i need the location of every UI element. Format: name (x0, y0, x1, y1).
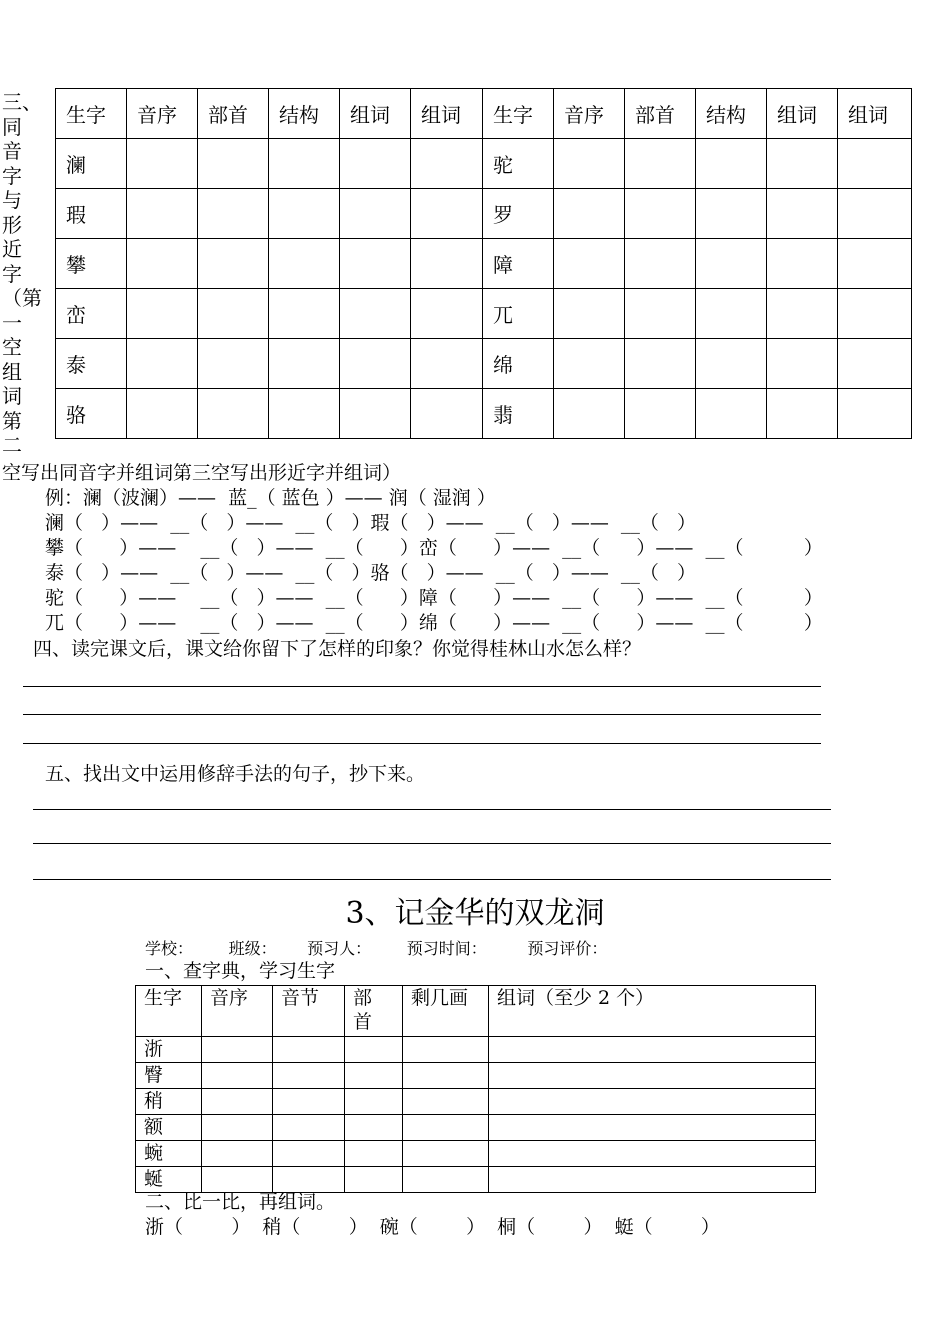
blank-cell[interactable] (127, 139, 198, 189)
character-cell: 骆 (56, 389, 127, 439)
blank-cell[interactable] (202, 1115, 273, 1141)
column-header: 音序 (202, 986, 273, 1037)
heading-char: 一 (2, 310, 22, 335)
section3-vertical-heading (2, 90, 44, 458)
column-header: 部首 (345, 986, 403, 1037)
blank-cell[interactable] (269, 389, 340, 439)
heading-char: 音 (2, 139, 22, 163)
lesson-title: 3、记金华的双龙洞 (345, 896, 605, 931)
blank-cell[interactable] (345, 1063, 403, 1089)
table-row (136, 1063, 816, 1089)
blank-cell[interactable] (273, 1167, 345, 1193)
blank-cell[interactable] (269, 239, 340, 289)
example-line: 例：澜（波澜）—— 蓝_（ 蓝色 ）—— 润（ 湿润 ） (45, 487, 496, 509)
column-header: 生字 (136, 986, 202, 1037)
part2-title: 二、比一比，再组词。 (145, 1191, 336, 1213)
table-row (56, 339, 912, 389)
blank-cell[interactable] (838, 189, 912, 239)
blank-cell[interactable] (411, 139, 483, 189)
character-table-1 (55, 88, 912, 439)
heading-char: 字 (2, 163, 22, 188)
blank-cell[interactable] (345, 1167, 403, 1193)
character-cell: 蜒 (136, 1167, 202, 1193)
heading-char: 词 (2, 384, 22, 408)
blank-cell[interactable] (489, 1115, 816, 1141)
blank-cell[interactable] (403, 1063, 489, 1089)
exercise-line: 攀（ ）—— __（ ）—— __（ ）峦（ ）—— __（ ）—— __（ ） (45, 537, 823, 559)
character-cell: 浙 (136, 1037, 202, 1063)
blank-cell[interactable] (127, 289, 198, 339)
heading-char: 第 (2, 408, 22, 433)
blank-cell[interactable] (838, 389, 912, 439)
character-cell: 稍 (136, 1089, 202, 1115)
answer-line (33, 809, 831, 810)
blank-cell[interactable] (127, 339, 198, 389)
character-cell: 攀 (56, 239, 127, 289)
character-cell: 峦 (56, 289, 127, 339)
character-cell: 驼 (483, 139, 554, 189)
blank-cell[interactable] (198, 339, 269, 389)
column-header: 生字 (56, 89, 127, 139)
blank-cell[interactable] (198, 239, 269, 289)
character-cell: 瑕 (56, 189, 127, 239)
blank-cell[interactable] (403, 1115, 489, 1141)
blank-cell[interactable] (198, 139, 269, 189)
blank-cell[interactable] (625, 339, 696, 389)
heading-char: （第 (2, 286, 42, 310)
blank-cell[interactable] (411, 289, 483, 339)
blank-cell[interactable] (340, 239, 411, 289)
blank-cell[interactable] (345, 1141, 403, 1167)
blank-cell[interactable] (198, 389, 269, 439)
column-header: 生字 (483, 89, 554, 139)
blank-cell[interactable] (696, 139, 767, 189)
heading-char: 近 (2, 237, 22, 261)
column-header: 结构 (696, 89, 767, 139)
blank-cell[interactable] (554, 339, 625, 389)
blank-cell[interactable] (411, 239, 483, 289)
blank-cell[interactable] (767, 239, 838, 289)
table-row (136, 1167, 816, 1193)
blank-cell[interactable] (625, 239, 696, 289)
column-header: 组词（至少 2 个） (489, 986, 816, 1037)
character-cell: 臀 (136, 1063, 202, 1089)
exercise-line: 泰（ ）—— __（ ）—— __（ ）骆（ ）—— __（ ）—— __（ ） (45, 562, 697, 584)
blank-cell[interactable] (767, 189, 838, 239)
character-table-2 (135, 985, 816, 1193)
blank-cell[interactable] (411, 189, 483, 239)
heading-char: 与 (2, 188, 22, 212)
blank-cell[interactable] (489, 1167, 816, 1193)
blank-cell[interactable] (554, 239, 625, 289)
blank-cell[interactable] (554, 189, 625, 239)
blank-cell[interactable] (767, 139, 838, 189)
column-header: 部首 (625, 89, 696, 139)
blank-cell[interactable] (345, 1037, 403, 1063)
blank-cell[interactable] (269, 289, 340, 339)
answer-line (23, 743, 821, 744)
blank-cell[interactable] (345, 1115, 403, 1141)
character-cell: 蜿 (136, 1141, 202, 1167)
blank-cell[interactable] (838, 339, 912, 389)
blank-cell[interactable] (345, 1089, 403, 1115)
blank-cell[interactable] (696, 289, 767, 339)
answer-line (23, 686, 821, 687)
blank-cell[interactable] (273, 1115, 345, 1141)
column-header: 结构 (269, 89, 340, 139)
answer-line (23, 714, 821, 715)
blank-cell[interactable] (489, 1089, 816, 1115)
blank-cell[interactable] (489, 1037, 816, 1063)
character-cell: 障 (483, 239, 554, 289)
character-cell: 翡 (483, 389, 554, 439)
character-cell: 兀 (483, 289, 554, 339)
blank-cell[interactable] (696, 339, 767, 389)
table-row (136, 1037, 816, 1063)
column-header: 音序 (554, 89, 625, 139)
character-cell: 澜 (56, 139, 127, 189)
blank-cell[interactable] (202, 1089, 273, 1115)
blank-cell[interactable] (767, 289, 838, 339)
answer-line (33, 843, 831, 844)
blank-cell[interactable] (489, 1063, 816, 1089)
blank-cell[interactable] (403, 1089, 489, 1115)
blank-cell[interactable] (411, 339, 483, 389)
exercise-line: 澜（ ）—— __（ ）—— __（ ）瑕（ ）—— __（ ）—— __（ ） (45, 512, 697, 534)
blank-cell[interactable] (838, 139, 912, 189)
table-row (56, 389, 912, 439)
blank-cell[interactable] (625, 189, 696, 239)
column-header: 组词 (340, 89, 411, 139)
blank-cell[interactable] (340, 189, 411, 239)
blank-cell[interactable] (625, 289, 696, 339)
table-header-row (136, 986, 816, 1037)
heading-char: 形 (2, 212, 22, 237)
blank-cell[interactable] (696, 189, 767, 239)
column-header: 音序 (127, 89, 198, 139)
column-header: 组词 (838, 89, 912, 139)
blank-cell[interactable] (269, 189, 340, 239)
blank-cell[interactable] (489, 1141, 816, 1167)
heading-char: 字 (2, 261, 22, 286)
blank-cell[interactable] (340, 339, 411, 389)
table-row (56, 239, 912, 289)
character-cell: 额 (136, 1115, 202, 1141)
column-header: 组词 (767, 89, 838, 139)
heading-char: 三、 (2, 90, 42, 114)
blank-cell[interactable] (767, 339, 838, 389)
table-row (136, 1115, 816, 1141)
blank-cell[interactable] (554, 139, 625, 189)
section4-question: 四、读完课文后，课文给你留下了怎样的印象？你觉得桂林山水怎么样？ (33, 638, 642, 660)
blank-cell[interactable] (767, 389, 838, 439)
blank-cell[interactable] (340, 389, 411, 439)
section5-question: 五、找出文中运用修辞手法的句子，抄下来。 (45, 763, 426, 785)
blank-cell[interactable] (273, 1063, 345, 1089)
blank-cell[interactable] (403, 1037, 489, 1063)
blank-cell[interactable] (403, 1141, 489, 1167)
blank-cell[interactable] (273, 1141, 345, 1167)
blank-cell[interactable] (269, 139, 340, 189)
blank-cell[interactable] (554, 289, 625, 339)
blank-cell[interactable] (838, 239, 912, 289)
blank-cell[interactable] (202, 1037, 273, 1063)
blank-cell[interactable] (273, 1089, 345, 1115)
blank-cell[interactable] (273, 1037, 345, 1063)
heading-char: 同 (2, 114, 22, 139)
exercise-line: 兀（ ）—— __（ ）—— __（ ）绵（ ）—— __（ ）—— __（ ） (45, 612, 823, 634)
blank-cell[interactable] (696, 239, 767, 289)
blank-cell[interactable] (625, 139, 696, 189)
character-cell: 泰 (56, 339, 127, 389)
answer-line (33, 879, 831, 880)
exercise-line: 驼（ ）—— __（ ）—— __（ ）障（ ）—— __（ ）—— __（ ） (45, 587, 823, 609)
blank-cell[interactable] (127, 389, 198, 439)
table-row (56, 139, 912, 189)
character-cell: 绵 (483, 339, 554, 389)
blank-cell[interactable] (127, 189, 198, 239)
blank-cell[interactable] (696, 389, 767, 439)
blank-cell[interactable] (127, 239, 198, 289)
heading-char: 空 (2, 335, 22, 359)
part1-title: 一、查字典，学习生字 (145, 960, 336, 982)
table-row (56, 289, 912, 339)
compare-line: 浙（ ） 稍（ ） 碗（ ） 桐（ ） 蜓（ ） (145, 1216, 720, 1238)
blank-cell[interactable] (403, 1167, 489, 1193)
table-row (136, 1089, 816, 1115)
heading-char: 二 (2, 433, 22, 457)
blank-cell[interactable] (340, 139, 411, 189)
column-header: 组词 (411, 89, 483, 139)
blank-cell[interactable] (411, 389, 483, 439)
table-header-row (56, 89, 912, 139)
blank-cell[interactable] (202, 1141, 273, 1167)
lesson-meta: 学校： 班级： 预习人： 预习时间： 预习评价： (145, 939, 608, 958)
column-header: 剩几画 (403, 986, 489, 1037)
heading-char: 组 (2, 359, 22, 384)
blank-cell[interactable] (340, 289, 411, 339)
table-row (136, 1141, 816, 1167)
blank-cell[interactable] (198, 189, 269, 239)
blank-cell[interactable] (625, 389, 696, 439)
blank-cell[interactable] (838, 289, 912, 339)
character-cell: 罗 (483, 189, 554, 239)
column-header: 部首 (198, 89, 269, 139)
blank-cell[interactable] (554, 389, 625, 439)
table-row (56, 189, 912, 239)
column-header: 音节 (273, 986, 345, 1037)
blank-cell[interactable] (202, 1063, 273, 1089)
section3-heading-tail: 空写出同音字并组词第三空写出形近字并组词） (2, 462, 402, 484)
blank-cell[interactable] (198, 289, 269, 339)
blank-cell[interactable] (202, 1167, 273, 1193)
blank-cell[interactable] (269, 339, 340, 389)
